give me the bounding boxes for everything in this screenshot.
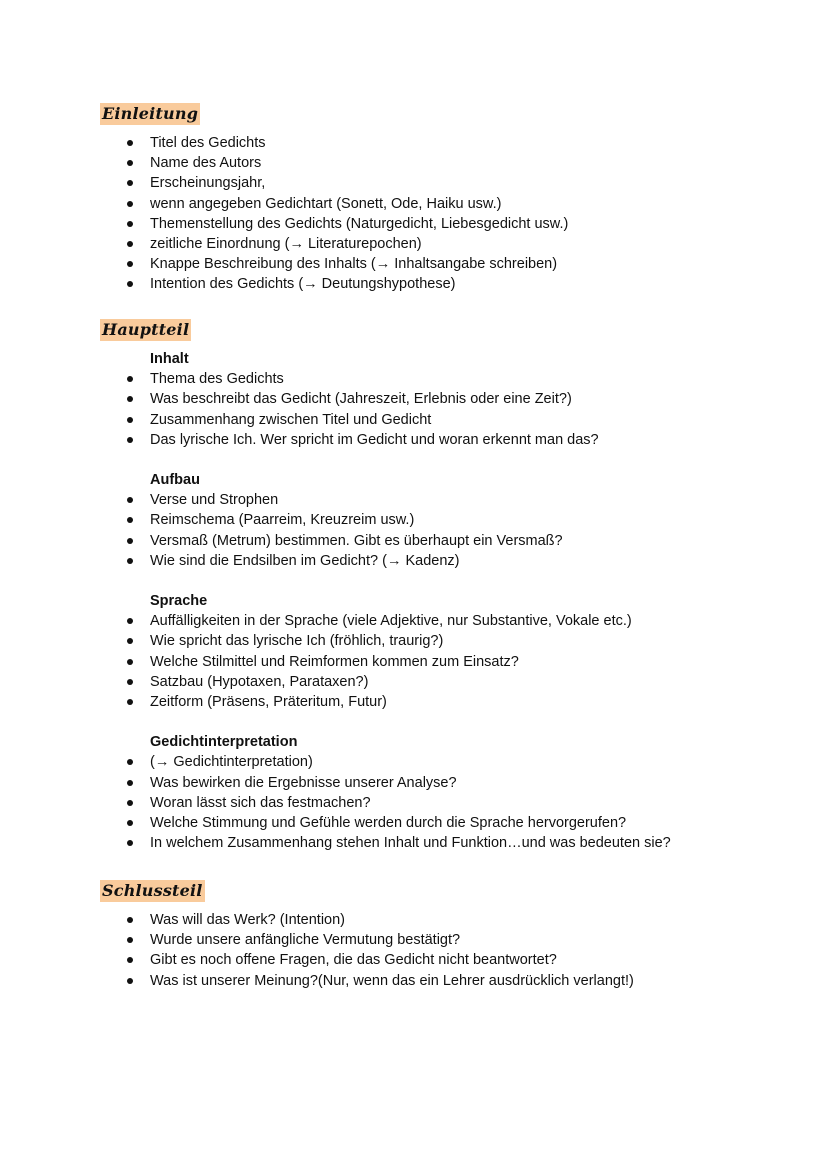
list-aufbau	[100, 490, 800, 571]
list-item: Intention des Gedichts (→ Deutungshypothese)	[100, 274, 800, 294]
list-item: Erscheinungsjahr,	[100, 173, 800, 193]
list-item: Zeitform (Präsens, Präteritum, Futur)	[100, 692, 800, 712]
list-item: Gibt es noch offene Fragen, die das Gedicht nicht beantwortet?	[100, 950, 800, 970]
list-item: Knappe Beschreibung des Inhalts (→ Inhaltsangabe schreiben)	[100, 254, 800, 274]
list-item: Was will das Werk? (Intention)	[100, 910, 800, 930]
subheading-aufbau: Aufbau	[150, 472, 200, 489]
list-item: Reimschema (Paarreim, Kreuzreim usw.)	[100, 510, 800, 530]
list-item: Titel des Gedichts	[100, 133, 800, 153]
list-item: Wie spricht das lyrische Ich (fröhlich, traurig?)	[100, 631, 800, 651]
section-einleitung	[100, 103, 800, 295]
list-item: Welche Stilmittel und Reimformen kommen zum Einsatz?	[100, 652, 800, 672]
list-gedichtinterpretation	[100, 752, 800, 853]
list-item: Satzbau (Hypotaxen, Parataxen?)	[100, 672, 800, 692]
list-item: Zusammenhang zwischen Titel und Gedicht	[100, 410, 800, 430]
hauptteil-body	[100, 349, 800, 853]
list-item: (→ Gedichtinterpretation)	[100, 752, 800, 772]
section-schlussteil	[100, 880, 800, 991]
list-item: Auffälligkeiten in der Sprache (viele Adjektive, nur Substantive, Vokale etc.)	[100, 611, 800, 631]
section-hauptteil	[100, 319, 800, 853]
list-inhalt	[100, 369, 800, 450]
list-item: Woran lässt sich das festmachen?	[100, 793, 800, 813]
subheading-sprache: Sprache	[150, 593, 208, 610]
subheading-gedichtinterpretation: Gedichtinterpretation	[150, 734, 298, 751]
heading-schlussteil: Schlussteil	[102, 881, 203, 900]
list-einleitung	[100, 133, 800, 295]
list-sprache	[100, 611, 800, 712]
list-item: In welchem Zusammenhang stehen Inhalt und Funktion…und was bedeuten sie?	[100, 833, 800, 853]
list-item: Verse und Strophen	[100, 490, 800, 510]
list-item: Versmaß (Metrum) bestimmen. Gibt es überhaupt ein Versmaß?	[100, 531, 800, 551]
list-item: Was bewirken die Ergebnisse unserer Analyse?	[100, 773, 800, 793]
list-item: Welche Stimmung und Gefühle werden durch die Sprache hervorgerufen?	[100, 813, 800, 833]
list-item: Was ist unserer Meinung?(Nur, wenn das ein Lehrer ausdrücklich verlangt!)	[100, 971, 800, 991]
list-item: Wurde unsere anfängliche Vermutung bestätigt?	[100, 930, 800, 950]
list-item: Das lyrische Ich. Wer spricht im Gedicht und woran erkennt man das?	[100, 430, 800, 450]
heading-hauptteil: Hauptteil	[102, 320, 190, 339]
list-item: Thema des Gedichts	[100, 369, 800, 389]
list-schlussteil	[100, 910, 800, 991]
heading-einleitung: Einleitung	[102, 104, 199, 123]
subheading-inhalt: Inhalt	[150, 351, 189, 367]
list-item: Name des Autors	[100, 153, 800, 173]
list-item: Themenstellung des Gedichts (Naturgedicht, Liebesgedicht usw.)	[100, 214, 800, 234]
list-item: zeitliche Einordnung (→ Literaturepochen)	[100, 234, 800, 254]
list-item: Wie sind die Endsilben im Gedicht? (→ Kadenz)	[100, 551, 800, 571]
list-item: Was beschreibt das Gedicht (Jahreszeit, Erlebnis oder eine Zeit?)	[100, 389, 800, 409]
list-item: wenn angegeben Gedichtart (Sonett, Ode, Haiku usw.)	[100, 194, 800, 214]
